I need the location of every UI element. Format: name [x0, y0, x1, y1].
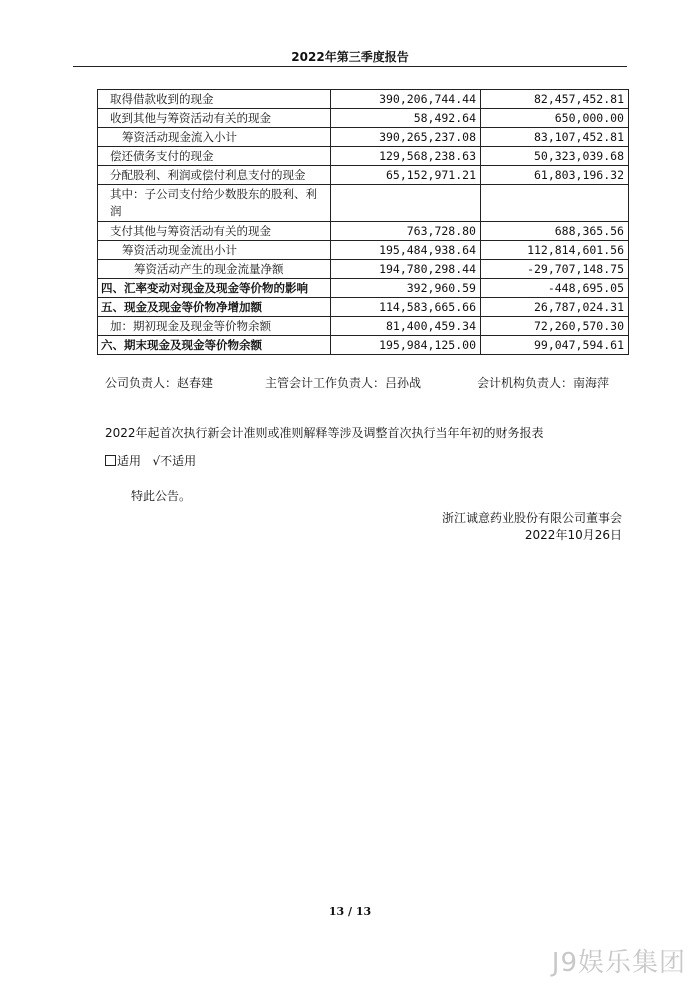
table-row [98, 109, 629, 128]
board-signature: 浙江诚意药业股份有限公司董事会 [441, 511, 622, 525]
current-period-value: 763,728.80 [331, 222, 481, 241]
current-period-value: 390,206,744.44 [331, 90, 481, 109]
check-mark-icon: √ [152, 454, 161, 468]
table-row [98, 260, 629, 279]
new-standard-note: 2022年起首次执行新会计准则或准则解释等涉及调整首次执行当年年初的财务报表 [105, 426, 544, 440]
previous-period-value: 72,260,570.30 [481, 317, 629, 336]
table-row [98, 298, 629, 317]
row-label: 其中：子公司支付给少数股东的股利、利润 [98, 185, 331, 222]
current-period-value: 58,492.64 [331, 109, 481, 128]
previous-period-value: 61,803,196.32 [481, 166, 629, 185]
row-label: 支付其他与筹资活动有关的现金 [98, 222, 331, 241]
applicability-options [105, 452, 196, 469]
company-head-signature: 公司负责人：赵春建 [105, 376, 214, 390]
current-period-value: 194,780,298.44 [331, 260, 481, 279]
previous-period-value: 83,107,452.81 [481, 128, 629, 147]
report-title: 2022年第三季度报告 [291, 50, 409, 64]
row-label: 筹资活动现金流入小计 [98, 128, 331, 147]
row-label: 四、汇率变动对现金及现金等价物的影响 [98, 279, 331, 298]
cash-flow-table-body [98, 90, 629, 355]
row-label: 取得借款收到的现金 [98, 90, 331, 109]
current-period-value: 129,568,238.63 [331, 147, 481, 166]
previous-period-value: -448,695.05 [481, 279, 629, 298]
table-row [98, 241, 629, 260]
applicable-checkbox [105, 455, 116, 466]
row-label: 五、现金及现金等价物净增加额 [98, 298, 331, 317]
previous-period-value: 688,365.56 [481, 222, 629, 241]
cash-flow-table [97, 89, 629, 355]
accounting-head-signature: 主管会计工作负责人：吕孙战 [265, 376, 422, 390]
current-period-value [331, 185, 481, 222]
table-row [98, 147, 629, 166]
row-label: 分配股利、利润或偿付利息支付的现金 [98, 166, 331, 185]
current-period-value: 114,583,665.66 [331, 298, 481, 317]
previous-period-value: 650,000.00 [481, 109, 629, 128]
current-period-value: 81,400,459.34 [331, 317, 481, 336]
row-label: 筹资活动产生的现金流量净额 [98, 260, 331, 279]
not-applicable-label: 不适用 [160, 454, 197, 468]
announcement-text: 特此公告。 [131, 489, 192, 503]
table-row [98, 222, 629, 241]
table-row [98, 128, 629, 147]
applicable-label: 适用 [117, 454, 142, 468]
previous-period-value: 50,323,039.68 [481, 147, 629, 166]
current-period-value: 195,984,125.00 [331, 336, 481, 355]
table-row [98, 90, 629, 109]
previous-period-value: 82,457,452.81 [481, 90, 629, 109]
previous-period-value [481, 185, 629, 222]
announcement-date: 2022年10月26日 [524, 528, 622, 542]
watermark-logo: J9娱乐集团 [551, 948, 686, 978]
accounting-dept-head-signature: 会计机构负责人：南海萍 [477, 376, 610, 390]
current-period-value: 390,265,237.08 [331, 128, 481, 147]
table-row [98, 279, 629, 298]
current-period-value: 392,960.59 [331, 279, 481, 298]
previous-period-value: 112,814,601.56 [481, 241, 629, 260]
table-row [98, 185, 629, 222]
table-row [98, 166, 629, 185]
row-label: 加：期初现金及现金等价物余额 [98, 317, 331, 336]
page-number: 13 / 13 [328, 905, 372, 918]
previous-period-value: 99,047,594.61 [481, 336, 629, 355]
table-row [98, 317, 629, 336]
current-period-value: 65,152,971.21 [331, 166, 481, 185]
previous-period-value: -29,707,148.75 [481, 260, 629, 279]
header-divider [73, 66, 627, 67]
table-row [98, 336, 629, 355]
row-label: 偿还债务支付的现金 [98, 147, 331, 166]
previous-period-value: 26,787,024.31 [481, 298, 629, 317]
current-period-value: 195,484,938.64 [331, 241, 481, 260]
row-label: 六、期末现金及现金等价物余额 [98, 336, 331, 355]
row-label: 筹资活动现金流出小计 [98, 241, 331, 260]
row-label: 收到其他与筹资活动有关的现金 [98, 109, 331, 128]
